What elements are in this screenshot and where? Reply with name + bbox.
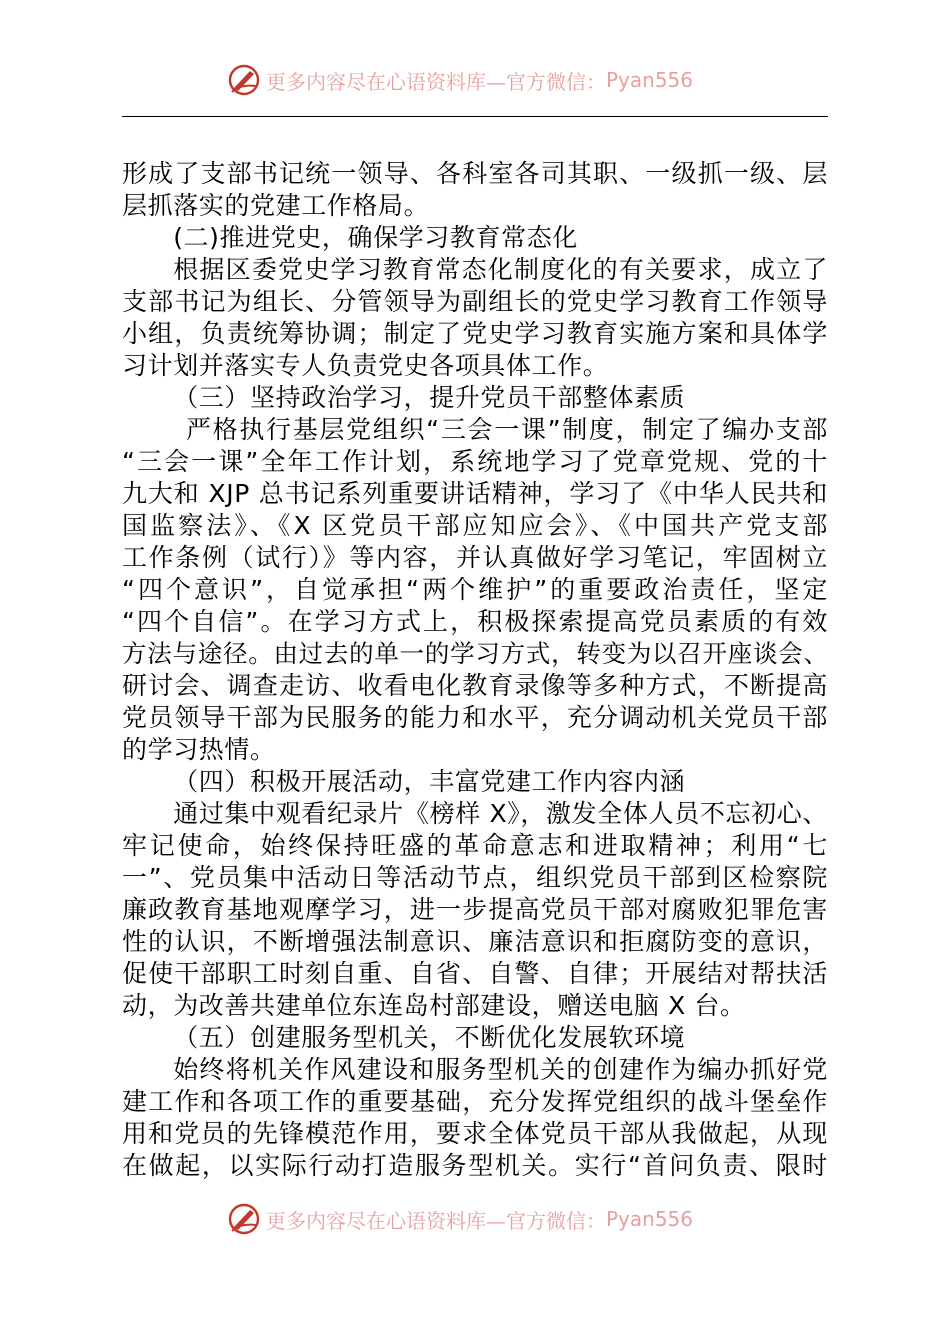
text-line: 国监察法》、《X 区党员干部应知应会》、《中国共产党支部: [122, 511, 828, 540]
watermark-handle: Pyan556: [606, 68, 694, 92]
text-line: 支部书记为组长、分管领导为副组长的党史学习教育工作领导: [122, 287, 828, 316]
text-line: 始终将机关作风建设和服务型机关的创建作为编办抓好党: [173, 1055, 828, 1084]
text-line: 小组，负责统筹协调；制定了党史学习教育实施方案和具体学: [122, 319, 828, 348]
text-line: （三）坚持政治学习，提升党员干部整体素质: [173, 383, 686, 412]
text-line: 廉政教育基地观摩学习，进一步提高党员干部对腐败犯罪危害: [122, 895, 828, 924]
text-line: (二)推进党史，确保学习教育常态化: [173, 223, 578, 252]
text-line: “四个自信”。在学习方式上，积极探索提高党员素质的有效: [122, 607, 828, 636]
text-line: （四）积极开展活动，丰富党建工作内容内涵: [173, 767, 686, 796]
watermark-text: 更多内容尽在心语资料库—官方微信：: [266, 69, 606, 94]
text-line: 层抓落实的党建工作格局。: [122, 191, 430, 220]
text-line: 在做起，以实际行动打造服务型机关。实行“首问负责、限时: [122, 1151, 828, 1180]
watermark-text: 更多内容尽在心语资料库—官方微信：: [266, 1208, 606, 1233]
text-line: “三会一课”全年工作计划，系统地学习了党章党规、党的十: [122, 447, 828, 476]
header-rule: [122, 116, 828, 117]
pen-circle-icon: [226, 1201, 262, 1237]
text-line: 动，为改善共建单位东连岛村部建设，赠送电脑 X 台。: [122, 991, 746, 1020]
text-line: 方法与途径。由过去的单一的学习方式，转变为以召开座谈会、: [122, 639, 828, 668]
text-line: 牢记使命，始终保持旺盛的革命意志和进取精神；利用“七: [122, 831, 828, 860]
text-line: 研讨会、调查走访、收看电化教育录像等多种方式，不断提高: [122, 671, 828, 700]
text-line: 一”、党员集中活动日等活动节点，组织党员干部到区检察院: [122, 863, 828, 892]
footer-watermark: [226, 1199, 693, 1239]
text-line: 习计划并落实专人负责党史各项具体工作。: [122, 351, 609, 380]
text-line: （五）创建服务型机关，不断优化发展软环境: [173, 1023, 686, 1052]
text-line: 性的认识，不断增强法制意识、廉洁意识和拒腐防变的意识，: [122, 927, 828, 956]
text-line: 党员领导干部为民服务的能力和水平，充分调动机关党员干部: [122, 703, 828, 732]
text-line: 形成了支部书记统一领导、各科室各司其职、一级抓一级、层: [122, 159, 828, 188]
text-line: 九大和 XJP 总书记系列重要讲话精神，学习了《中华人民共和: [122, 479, 828, 508]
text-line: 严格执行基层党组织“三会一课”制度，制定了编办支部: [186, 415, 828, 444]
text-line: 工作条例（试行）》等内容，并认真做好学习笔记，牢固树立: [122, 543, 828, 572]
watermark-handle: Pyan556: [606, 1207, 694, 1231]
text-line: “四个意识”，自觉承担“两个维护”的重要政治责任，坚定: [122, 575, 828, 604]
document-body: [122, 158, 828, 1182]
text-line: 通过集中观看纪录片《榜样 X》，激发全体人员不忘初心、: [173, 799, 828, 828]
text-line: 建工作和各项工作的重要基础，充分发挥党组织的战斗堡垒作: [122, 1087, 828, 1116]
text-line: 根据区委党史学习教育常态化制度化的有关要求，成立了: [173, 255, 828, 284]
text-line: 的学习热情。: [122, 735, 276, 764]
header-watermark: [226, 60, 693, 100]
text-line: 促使干部职工时刻自重、自省、自警、自律；开展结对帮扶活: [122, 959, 828, 988]
pen-circle-icon: [226, 62, 262, 98]
text-line: 用和党员的先锋模范作用，要求全体党员干部从我做起，从现: [122, 1119, 828, 1148]
